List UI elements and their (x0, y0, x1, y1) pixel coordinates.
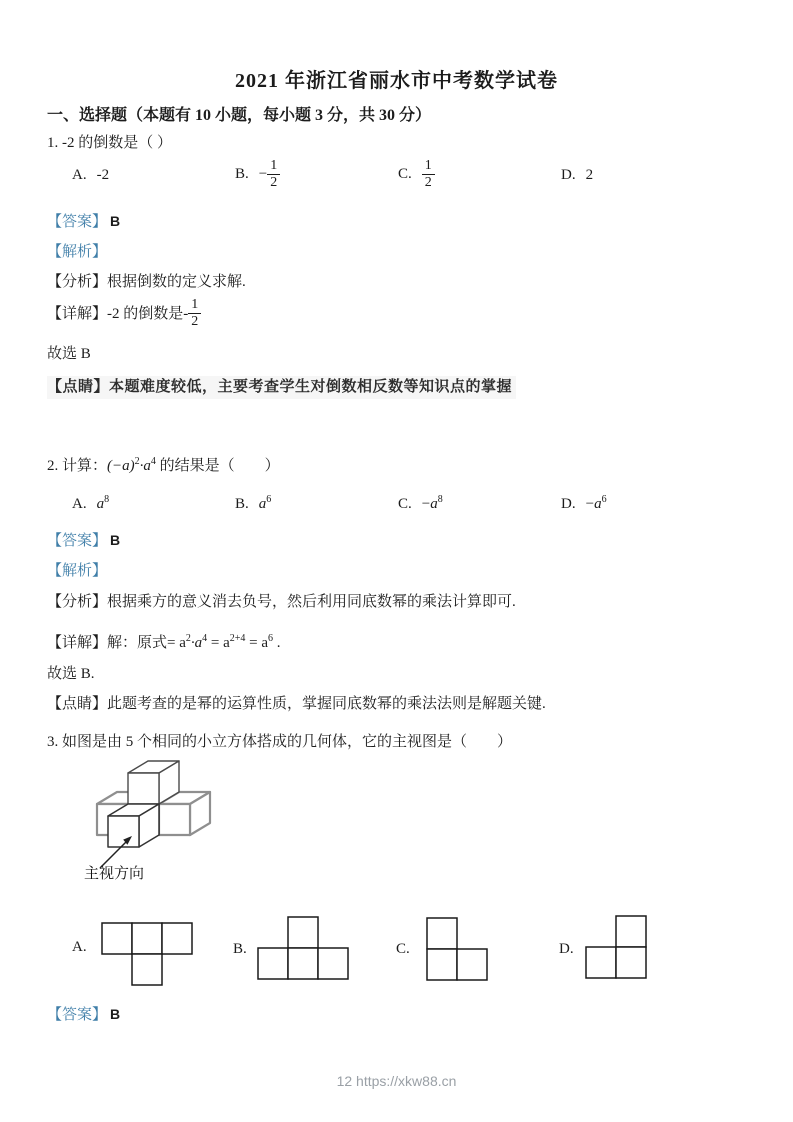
exponent: 6 (268, 633, 274, 644)
math-base: a (258, 496, 267, 512)
stem-text: 2. 计算： (47, 458, 108, 474)
q2-option-a (72, 494, 109, 513)
exponent: 2 (185, 633, 191, 644)
fraction (267, 158, 280, 191)
option-value: 2 (585, 167, 594, 183)
fraction-denominator: 2 (270, 175, 278, 191)
answer-letter: B (110, 1006, 121, 1022)
q1-answer-line (47, 211, 120, 232)
page-title: 2021 年浙江省丽水市中考数学试卷 (235, 70, 558, 92)
option-label: D. (561, 496, 576, 512)
option-label: A. (72, 167, 87, 183)
math-eq: = a (167, 635, 186, 651)
fenxi-text: 根据倒数的定义求解. (107, 274, 246, 290)
q1-jiexi-line (47, 242, 107, 262)
q2-option-d (561, 494, 607, 513)
q2-option-c (398, 494, 443, 513)
q3-option-b-label: B. (233, 941, 247, 957)
q1-option-d (561, 167, 593, 184)
math-eq: = a (207, 635, 230, 651)
xiangjie-tag: 【详解】 (47, 635, 108, 651)
section-header: 一、选择题（本题有 10 小题，每小题 3 分，共 30 分） (47, 107, 432, 124)
fraction-numerator: 1 (188, 297, 201, 314)
q3-option-d-label: D. (559, 941, 574, 957)
q1-option-b (235, 158, 280, 191)
option-label: B. (235, 496, 249, 512)
q2-xiangjie-line (47, 629, 281, 653)
jiexi-tag: 【解析】 (47, 244, 108, 260)
q3-option-b-shape (257, 916, 349, 980)
stem-text: 的结果是（ ） (155, 458, 280, 474)
minus-sign: − (421, 496, 431, 512)
answer-tag: 【答案】 (47, 533, 108, 549)
q1-dianjing-line (47, 376, 516, 399)
minus-sign: − (585, 496, 595, 512)
q2-answer-line (47, 530, 120, 551)
q2-dianjing-line (47, 694, 546, 714)
fraction-numerator: 1 (267, 158, 280, 175)
option-label: C. (398, 166, 412, 183)
q3-stem: 3. 如图是由 5 个相同的小立方体搭成的几何体，它的主视图是（ ） (47, 734, 513, 750)
fraction-numerator: 1 (422, 158, 435, 175)
q3-option-d-shape (585, 915, 647, 979)
page-footer (0, 1073, 793, 1089)
math-eq: ·a (190, 635, 203, 651)
exponent: 2 (134, 456, 140, 467)
q3-option-a-shape (101, 922, 193, 986)
q1-xiangjie-line (47, 297, 201, 330)
page-number: 12 (336, 1073, 353, 1089)
fraction (422, 158, 435, 191)
q3-answer-line (47, 1004, 120, 1025)
fenxi-tag: 【分析】 (47, 594, 108, 610)
xiangjie-text: -2 的倒数是- (107, 305, 189, 322)
exponent: 2+4 (229, 633, 246, 644)
q2-jiexi-line (47, 561, 107, 581)
q2-option-b (235, 494, 271, 513)
q1-fenxi-line (47, 272, 246, 292)
xiangjie-tag: 【详解】 (47, 305, 108, 322)
math-base: a (594, 496, 602, 512)
exponent: 8 (104, 494, 110, 505)
q3-option-c-shape (426, 917, 488, 981)
q1-option-a (72, 167, 109, 184)
q2-fenxi-line (47, 592, 516, 612)
minus-sign: − (258, 166, 268, 183)
figure-label: 主视方向 (84, 865, 145, 882)
exponent: 8 (437, 494, 443, 505)
footer-link[interactable]: https://xkw88.cn (356, 1073, 457, 1089)
exponent: 4 (150, 456, 156, 467)
math-expr: ·a (139, 458, 151, 474)
option-label: C. (398, 496, 412, 512)
q3-option-a-label: A. (72, 939, 87, 955)
q2-conclusion: 故选 B. (47, 666, 95, 682)
q1-option-c (398, 158, 435, 191)
answer-tag: 【答案】 (47, 214, 108, 230)
fenxi-tag: 【分析】 (47, 274, 108, 290)
math-expr: (−a) (107, 458, 135, 474)
jiexi-tag: 【解析】 (47, 563, 108, 579)
xiangjie-text: 解：原式 (107, 635, 168, 651)
option-label: B. (235, 166, 249, 183)
option-label: D. (561, 167, 576, 183)
dianjing-tag: 【点睛】 (47, 378, 110, 395)
math-eq: = a (245, 635, 269, 651)
exponent: 6 (266, 494, 272, 505)
answer-letter: B (110, 532, 121, 548)
answer-tag: 【答案】 (47, 1007, 108, 1023)
answer-letter: B (110, 213, 121, 229)
fraction (188, 297, 201, 330)
q3-option-c-label: C. (396, 941, 410, 957)
math-base: a (96, 496, 105, 512)
math-eq: . (273, 635, 281, 651)
exponent: 6 (601, 494, 607, 505)
q1-stem: 1. -2 的倒数是（ ） (47, 135, 172, 151)
option-value: -2 (96, 167, 110, 183)
fraction-denominator: 2 (424, 175, 432, 191)
fraction-denominator: 2 (191, 314, 199, 330)
dianjing-text: 此题考查的是幂的运算性质，掌握同底数幂的乘法法则是解题关键. (107, 696, 546, 712)
option-label: A. (72, 496, 87, 512)
exponent: 4 (202, 633, 208, 644)
q1-conclusion: 故选 B (47, 346, 91, 362)
math-base: a (430, 496, 438, 512)
q2-stem (47, 452, 280, 476)
dianjing-tag: 【点睛】 (47, 696, 108, 712)
fenxi-text: 根据乘方的意义消去负号，然后利用同底数幂的乘法计算即可. (107, 594, 516, 610)
dianjing-text: 本题难度较低，主要考查学生对倒数相反数等知识点的掌握 (109, 378, 513, 395)
